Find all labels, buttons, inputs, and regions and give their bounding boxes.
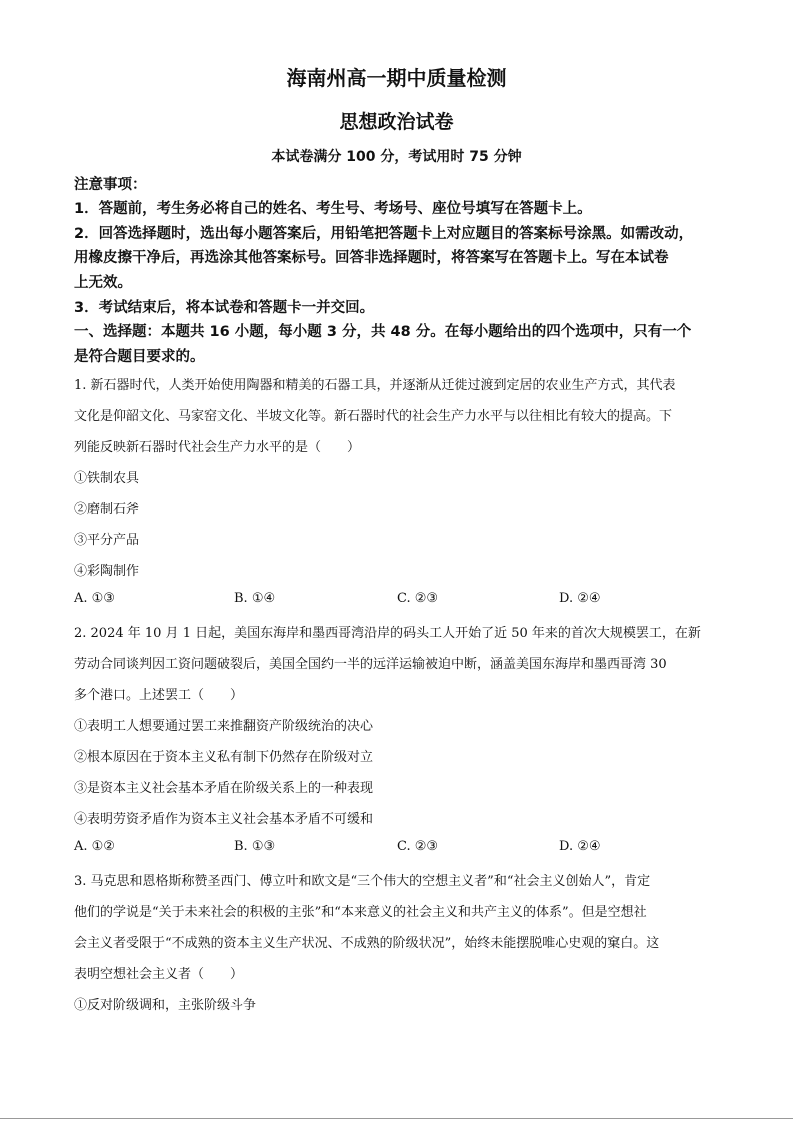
q1-stem-line-3: 列能反映新石器时代社会生产力水平的是（ ） (74, 440, 361, 455)
section-heading-line-1: 一、选择题：本题共 16 小题，每小题 3 分，共 48 分。在每小题给出的四个选项中，只有一个 (74, 324, 692, 340)
q2-item: ①表明工人想要通过罢工来推翻资产阶级统治的决心 (74, 719, 374, 734)
q2-item: ④表明劳资矛盾作为资本主义社会基本矛盾不可缓和 (74, 812, 374, 827)
notes-heading: 注意事项： (74, 177, 147, 193)
q1-item: ③平分产品 (74, 533, 140, 548)
note-2-line-1: 2．回答选择题时，选出每小题答案后，用铅笔把答题卡上对应题目的答案标号涂黑。如需改动， (74, 226, 694, 242)
note-2-line-2: 用橡皮擦干净后，再选涂其他答案标号。回答非选择题时，将答案写在答题卡上。写在本试卷 (74, 250, 669, 266)
q2-option-b: B. ①③ (234, 839, 276, 854)
exam-subject: 思想政治试卷 (339, 111, 454, 133)
q1-option-c: C. ②③ (397, 591, 439, 606)
q2-option-d: D. ②④ (559, 839, 601, 854)
q3-stem-line-1: 3. 马克思和恩格斯称赞圣西门、傅立叶和欧文是“三个伟大的空想主义者”和“社会主义创始人”，肯定 (74, 874, 651, 889)
q2-option-a: A. ①② (74, 839, 115, 854)
q3-stem-line-2: 他们的学说是“关于未来社会的积极的主张”和“本来意义的社会主义和共产主义的体系”。但是空想社 (74, 905, 647, 920)
q3-stem-line-3: 会主义者受限于“不成熟的资本主义生产状况、不成熟的阶级状况”，始终未能摆脱唯心史观的窠白。这 (74, 936, 660, 951)
q3-stem-line-4: 表明空想社会主义者（ ） (74, 967, 244, 982)
q2-stem-line-3: 多个港口。上述罢工（ ） (74, 688, 244, 703)
q1-item: ④彩陶制作 (74, 564, 140, 579)
q1-stem-line-2: 文化是仰韶文化、马家窑文化、半坡文化等。新石器时代的社会生产力水平与以往相比有较大的提高。下 (74, 409, 673, 424)
section-heading-line-2: 是符合题目要求的。 (74, 349, 205, 365)
q1-item: ①铁制农具 (74, 471, 140, 486)
note-3: 3．考试结束后，将本试卷和答题卡一并交回。 (74, 300, 375, 316)
q1-stem-line-1: 1. 新石器时代，人类开始使用陶器和精美的石器工具，并逐渐从迁徙过渡到定居的农业生产方式，其代表 (74, 378, 676, 393)
note-1: 1．答题前，考生务必将自己的姓名、考生号、考场号、座位号填写在答题卡上。 (74, 201, 592, 217)
q2-item: ②根本原因在于资本主义私有制下仍然存在阶级对立 (74, 750, 374, 765)
q1-option-a: A. ①③ (74, 591, 115, 606)
exam-info: 本试卷满分 100 分，考试用时 75 分钟 (271, 149, 522, 165)
page-bottom-divider (0, 1118, 793, 1119)
q2-item: ③是资本主义社会基本矛盾在阶级关系上的一种表现 (74, 781, 374, 796)
q3-item: ①反对阶级调和，主张阶级斗争 (74, 998, 257, 1013)
exam-title: 海南州高一期中质量检测 (286, 66, 507, 90)
q2-option-c: C. ②③ (397, 839, 439, 854)
q1-item: ②磨制石斧 (74, 502, 140, 517)
q1-option-d: D. ②④ (559, 591, 601, 606)
q1-option-b: B. ①④ (234, 591, 276, 606)
q2-stem-line-2: 劳动合同谈判因工资问题破裂后，美国全国约一半的远洋运输被迫中断，涵盖美国东海岸和墨西哥湾 30 (74, 657, 667, 672)
q2-stem-line-1: 2. 2024 年 10 月 1 日起，美国东海岸和墨西哥湾沿岸的码头工人开始了近 50 年来的首次大规模罢工，在新 (74, 626, 701, 641)
note-2-line-3: 上无效。 (74, 275, 132, 291)
